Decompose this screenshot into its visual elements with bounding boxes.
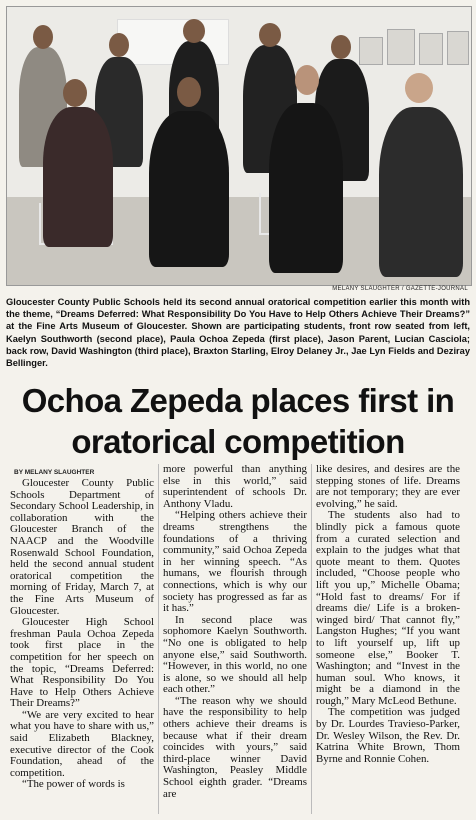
person-front-2 bbox=[149, 111, 229, 267]
person-front-4 bbox=[379, 107, 463, 277]
person-head bbox=[295, 65, 319, 95]
wall-artwork bbox=[419, 33, 443, 65]
person-head bbox=[177, 77, 201, 107]
group-photo bbox=[6, 6, 472, 286]
paragraph: more powerful than anything else in this world,” said superintendent of schools Dr. Anthony Vladu. bbox=[163, 463, 307, 510]
paragraph: “The power of words is bbox=[22, 778, 125, 791]
article-byline: BY MELANY SLAUGHTER bbox=[14, 469, 95, 476]
wall-artwork bbox=[359, 37, 383, 65]
paragraph: In second place was sophomore Kaelyn Southworth. “No one is obligated to help anyone else,” said Southworth. “However, in this world, no one is alone, so we should all help each other.” bbox=[163, 613, 307, 696]
wall-artwork bbox=[447, 31, 469, 65]
paragraph: “We are very excited to hear what you have to share with us,” said Elizabeth Blackney, executive director of the Cook Foundation, ahead of the competition. bbox=[10, 708, 154, 779]
photo-credit: MELANY SLAUGHTER / GAZETTE-JOURNAL bbox=[332, 286, 468, 292]
article-headline: Ochoa Zepeda places first in oratorical competition bbox=[21, 382, 455, 460]
person-head bbox=[331, 35, 351, 59]
person-front-3 bbox=[269, 103, 343, 273]
person-head bbox=[33, 25, 53, 49]
paragraph: Gloucester County Public Schools Department of Secondary School Leadership, in collaboration with the Gloucester Branch of the NAACP and the Woodville Rosenwald School Foundation, held the second annual student oratorical competition the morning of Friday, March 7, at the Fine Arts Museum of Gloucester. bbox=[10, 477, 154, 617]
paragraph: “The reason why we should have the responsibility to help others achieve their dreams is because what if their dream coincides with yours,” said third-place winner David Washington, Peasley Middle School eighth grader. “Dreams are bbox=[163, 694, 307, 800]
person-head bbox=[259, 23, 281, 47]
person-head bbox=[109, 33, 129, 57]
column-rule bbox=[311, 464, 312, 814]
person-head bbox=[183, 19, 205, 43]
paragraph: The students also had to blindly pick a famous quote from a curated selection and explain to the judges what that quote meant to them. Quotes included, “Choose people who lift you up,” Michelle Obama; “Hold fast to dreams/ For if dreams die/ Life is a broken-winged bird/ That cannot fly,” Langston Hughes; “If you want to lift yourself up, lift up someone else,” Booker T. Washington; and “Invest in the human soul. Who knows, it might be a diamond in the rough,” Mary McLeod Bethune. bbox=[316, 509, 460, 707]
paragraph: The competition was judged by Dr. Lourdes Travieso-Parker, Dr. Wesley Wilson, the Rev. Dr. Katrina White Brown, Thom Byrne and Ronnie Cohen. bbox=[316, 706, 460, 765]
article-column-1 bbox=[10, 478, 154, 791]
article-column-3 bbox=[316, 464, 460, 765]
photo-caption: Gloucester County Public Schools held its second annual oratorical competition earlier this month with the theme, “Dreams Deferred: What Responsibility Do You Have to Help Others Achieve Their Dreams?” at the Fine Arts Museum of Gloucester. Shown are participating students, front row seated from left, Kaelyn Southworth (second place), Paula Ochoa Zepeda (first place), Jason Parent, Lucian Casciola; back row, David Washington (third place), Braxton Starling, Elroy Delaney Jr., Jae Lyn Fields and Deziray Bellinger. bbox=[6, 297, 470, 369]
person-head bbox=[63, 79, 87, 107]
paragraph: “Helping others achieve their dreams strengthens the foundations of a thriving community,” said Ochoa Zepeda in her winning speech. “As humans, we flourish through connections, which is why our society has progressed as far as it has.” bbox=[163, 509, 307, 615]
person-front-1 bbox=[43, 107, 113, 247]
column-rule bbox=[158, 464, 159, 814]
wall-artwork bbox=[387, 29, 415, 65]
paragraph: Gloucester High School freshman Paula Ochoa Zepeda took first place in the competition for her speech on the topic, “Dreams Deferred: What Responsibility Do You Have to Help Others Achieve Their Dreams?” bbox=[10, 616, 154, 710]
paragraph: like desires, and desires are the stepping stones of life. Dreams are not temporary; they are ever evolving,” he said. bbox=[316, 463, 460, 510]
person-head bbox=[405, 73, 433, 103]
article-column-2 bbox=[163, 464, 307, 800]
